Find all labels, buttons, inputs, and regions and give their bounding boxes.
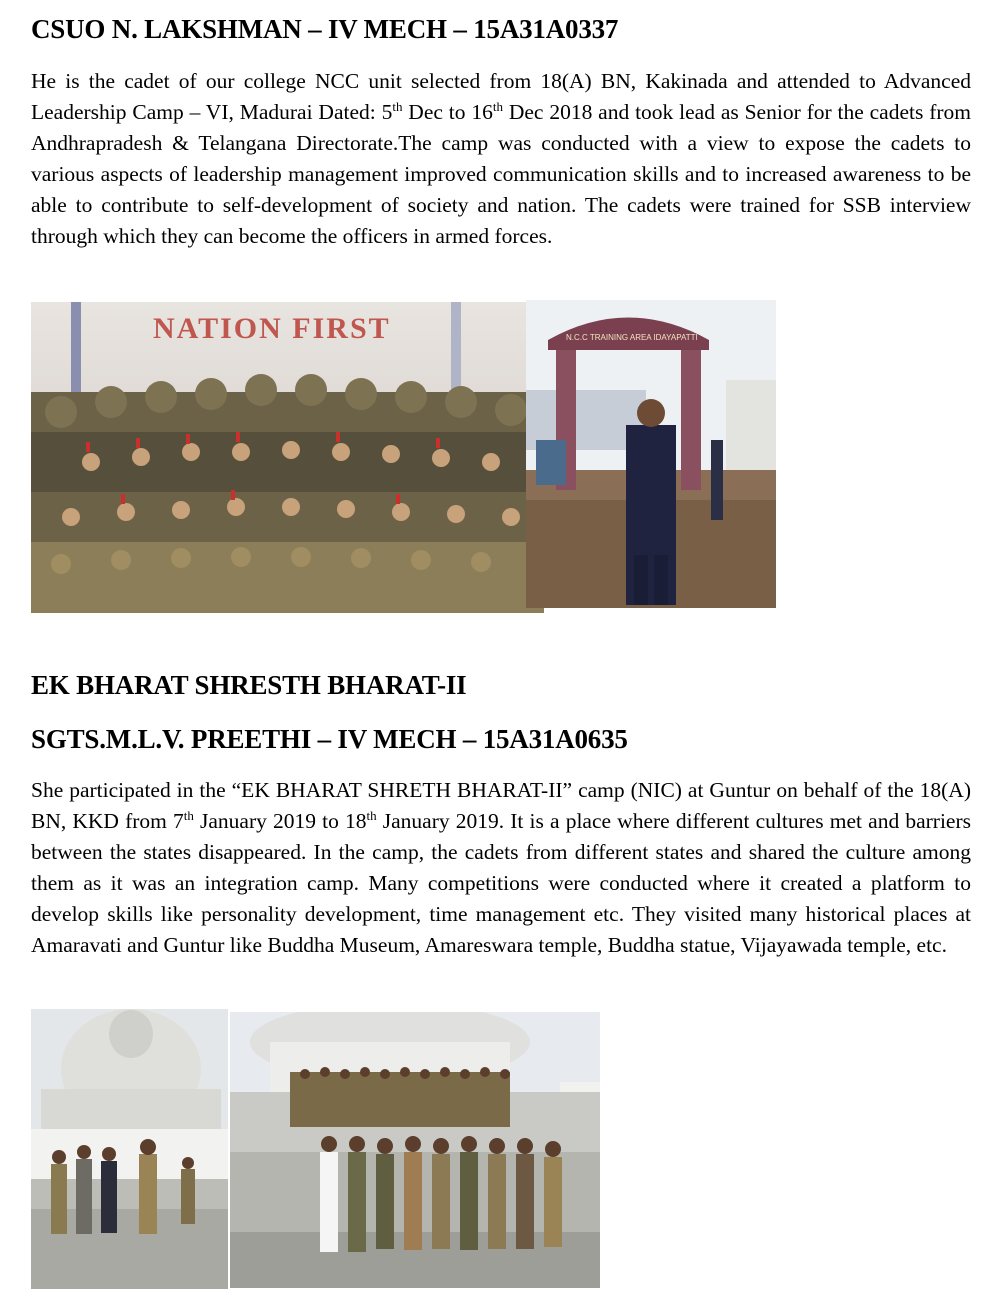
ncc-group-photo xyxy=(31,302,544,613)
cadet-arch-photo xyxy=(526,300,776,608)
section2-heading: EK BHARAT SHRESTH BHARAT-II xyxy=(31,670,467,700)
section1-heading: CSUO N. LAKSHMAN – IV MECH – 15A31A0337 xyxy=(31,14,619,44)
nation-first-banner: NATION FIRST xyxy=(153,312,391,345)
group-steps-photo xyxy=(230,1012,600,1288)
section1-paragraph: He is the cadet of our college NCC unit selected from 18(A) BN, Kakinada and attended to Advanced Leadership Camp – VI, Madurai Dated: 5th Dec to 16th Dec 2018 and took lead as Senior for the cadets from Andhrapradesh & Telangana Directorate.The camp was conducted with a view to expose the cadets to various aspects of leadership management improved communication skills and to increased awareness to be able to contribute to self-development of society and nation. The cadets were trained for SSB interview through which they can become the officers in armed forces. xyxy=(31,69,972,248)
section2-paragraph: She participated in the “EK BHARAT SHRETH BHARAT-II” camp (NIC) at Guntur on behalf of the 18(A) BN, KKD from 7th January 2019 to 18th January 2019. It is a place where different cultures met and barriers between the states disappeared. In the camp, the cadets from different states and shared the culture among them as it was an integration camp. Many competitions were conducted where it created a platform to develop skills like personality development, time management etc. They visited many historical places at Amaravati and Guntur like Buddha Museum, Amareswara temple, Buddha statue, Vijayawada temple, etc. xyxy=(31,778,971,957)
buddha-statue-photo xyxy=(31,1009,228,1289)
section2-subheading: SGTS.M.L.V. PREETHI – IV MECH – 15A31A0635 xyxy=(31,724,628,754)
arch-sign: N.C.C TRAINING AREA IDAYAPATTI xyxy=(566,333,698,342)
